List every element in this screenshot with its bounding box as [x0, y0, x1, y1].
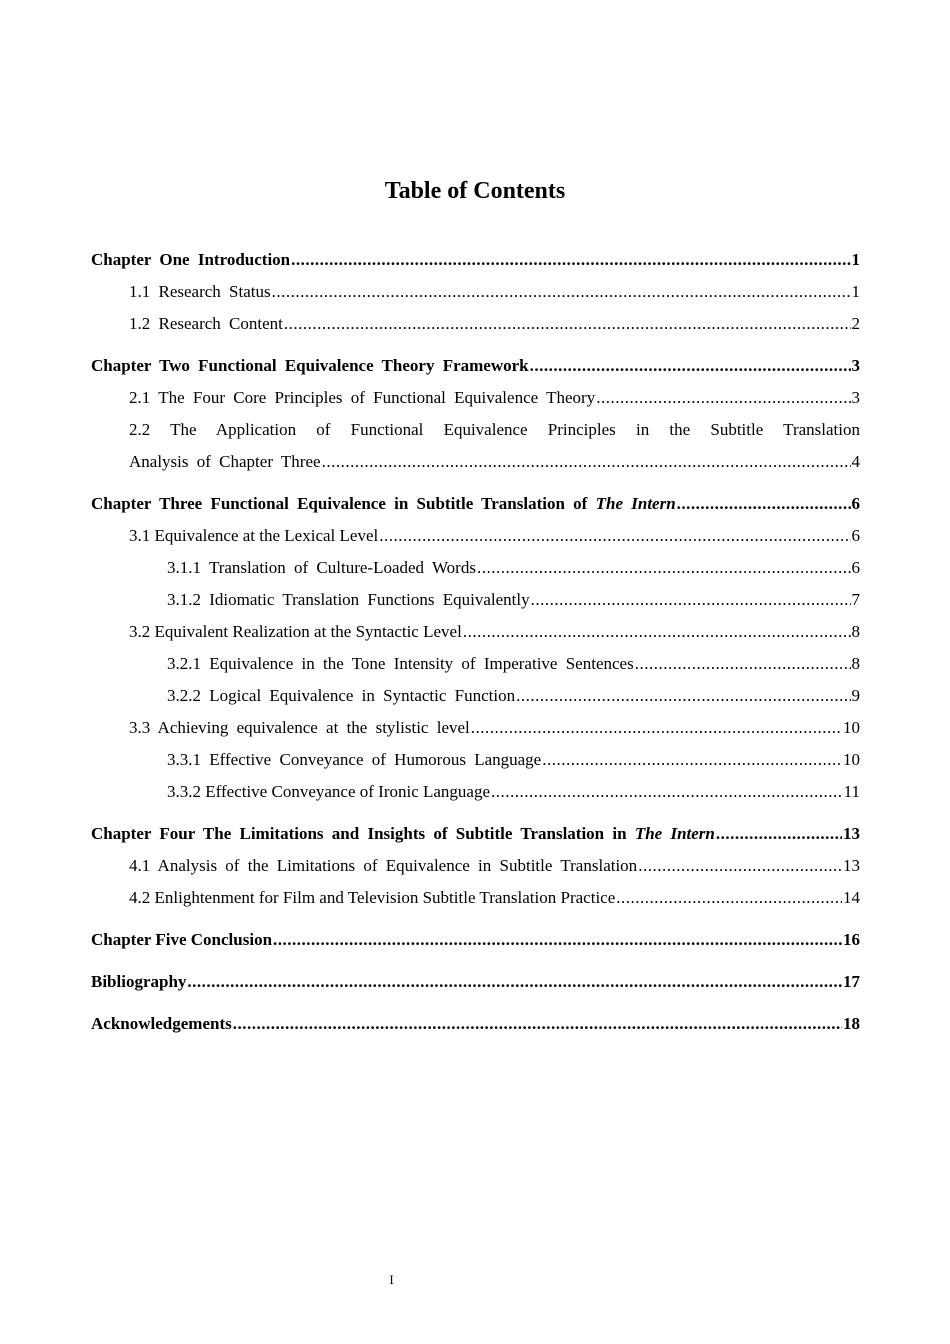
dot-leader — [273, 924, 842, 956]
toc-section-3-1[interactable] — [91, 520, 860, 552]
toc-entry-label: 3.3.1 Effective Conveyance of Humorous Language — [167, 750, 542, 769]
toc-chapter-one[interactable] — [91, 244, 860, 276]
toc-section-3-2[interactable] — [91, 616, 860, 648]
toc-page-number: 10 — [843, 750, 860, 769]
toc-section-2-2[interactable] — [91, 446, 860, 478]
dot-leader — [616, 882, 842, 914]
toc-entry-label: 1.2 Research Content — [129, 314, 283, 333]
toc-page-number: 4 — [851, 452, 860, 471]
toc-page-number: 13 — [843, 856, 860, 875]
toc-page-number: 6 — [851, 494, 860, 513]
toc-page-number: 1 — [851, 250, 860, 269]
toc-page-number: 13 — [843, 824, 860, 843]
toc-entry-label: 3.2 Equivalent Realization at the Syntactic Level — [129, 622, 462, 641]
dot-leader — [322, 446, 851, 478]
toc-page-number: 9 — [851, 686, 860, 705]
toc-page-number: 18 — [843, 1014, 860, 1033]
toc-entry-label — [91, 818, 715, 850]
toc-page-number: 6 — [851, 558, 860, 577]
dot-leader — [463, 616, 851, 648]
dot-leader — [477, 552, 851, 584]
toc-entry-label: 3.3.2 Effective Conveyance of Ironic Language — [167, 782, 491, 801]
toc-section-3-1-2[interactable] — [91, 584, 860, 616]
dot-leader — [272, 276, 851, 308]
dot-leader — [530, 350, 851, 382]
toc-entry-label: 3.2.2 Logical Equivalence in Syntactic Function — [167, 686, 516, 705]
toc-entry-label: 3.1.2 Idiomatic Translation Functions Equivalently — [167, 590, 530, 609]
toc-entry-text: Chapter Four The Limitations and Insights of Subtitle Translation in — [91, 824, 635, 843]
dot-leader — [716, 818, 842, 850]
toc-entry-label: 3.1 Equivalence at the Lexical Level — [129, 526, 379, 545]
toc-section-2-2-line1[interactable]: 2.2 The Application of Functional Equivalence Principles in the Subtitle Translation — [129, 420, 860, 439]
toc-page-number: 11 — [843, 782, 860, 801]
toc-section-2-1[interactable] — [91, 382, 860, 414]
toc-entry-text: Chapter Three Functional Equivalence in Subtitle Translation of — [91, 494, 596, 513]
dot-leader — [596, 382, 850, 414]
toc-entry-label: Chapter Two Functional Equivalence Theory Framework — [91, 356, 529, 375]
toc-entry-label: 3.1.1 Translation of Culture-Loaded Words — [167, 558, 476, 577]
toc-page-number: 1 — [851, 282, 860, 301]
toc-entry-label: 4.1 Analysis of the Limitations of Equivalence in Subtitle Translation — [129, 856, 638, 875]
dot-leader — [291, 244, 850, 276]
toc-entry-label: 2.1 The Four Core Principles of Functional Equivalence Theory — [129, 388, 596, 407]
toc-entry-label: 1.1 Research Status — [129, 282, 271, 301]
dot-leader — [531, 584, 851, 616]
toc-section-3-2-2[interactable] — [91, 680, 860, 712]
toc-page-number: 14 — [843, 888, 860, 907]
toc-page-number: 7 — [851, 590, 860, 609]
toc-page-number: 10 — [843, 718, 860, 737]
toc-entry-label: Chapter Five Conclusion — [91, 930, 273, 949]
toc-entry-label: 4.2 Enlightenment for Film and Television Subtitle Translation Practice — [129, 888, 616, 907]
toc-section-3-2-1[interactable] — [91, 648, 860, 680]
film-title: The Intern — [595, 494, 676, 513]
toc-page-number: 17 — [843, 972, 860, 991]
toc-entry-label: Chapter One Introduction — [91, 250, 291, 269]
dot-leader — [284, 308, 851, 340]
toc-section-1-2[interactable] — [91, 308, 860, 340]
dot-leader — [471, 712, 842, 744]
dot-leader — [542, 744, 842, 776]
toc-entry-label: 3.3 Achieving equivalence at the stylistic level — [129, 718, 470, 737]
table-of-contents — [91, 244, 860, 1040]
toc-page-number: 16 — [843, 930, 860, 949]
dot-leader — [635, 648, 851, 680]
dot-leader — [187, 966, 842, 998]
toc-page-number: 8 — [851, 622, 860, 641]
toc-bibliography[interactable] — [91, 966, 860, 998]
toc-page-number: 3 — [851, 356, 860, 375]
toc-chapter-five[interactable] — [91, 924, 860, 956]
toc-section-4-2[interactable] — [91, 882, 860, 914]
toc-chapter-four[interactable] — [91, 818, 860, 850]
toc-entry-label: 3.2.1 Equivalence in the Tone Intensity of Imperative Sentences — [167, 654, 634, 673]
dot-leader — [677, 488, 851, 520]
toc-page-number: 6 — [851, 526, 860, 545]
dot-leader — [379, 520, 850, 552]
dot-leader — [233, 1008, 842, 1040]
page-title: Table of Contents — [384, 178, 566, 204]
toc-section-4-1[interactable] — [91, 850, 860, 882]
page-number-footer: I — [389, 1272, 394, 1287]
toc-section-3-1-1[interactable] — [91, 552, 860, 584]
toc-section-3-3[interactable] — [91, 712, 860, 744]
toc-chapter-two[interactable] — [91, 350, 860, 382]
toc-section-1-1[interactable] — [91, 276, 860, 308]
film-title: The Intern — [634, 824, 715, 843]
toc-entry-label — [91, 488, 676, 520]
toc-page-number: 8 — [851, 654, 860, 673]
toc-acknowledgements[interactable] — [91, 1008, 860, 1040]
dot-leader — [491, 776, 843, 808]
toc-entry-label: Analysis of Chapter Three — [129, 452, 321, 471]
dot-leader — [516, 680, 850, 712]
toc-entry-label: Acknowledgements — [91, 1014, 232, 1033]
toc-chapter-three[interactable] — [91, 488, 860, 520]
toc-section-3-3-2[interactable] — [91, 776, 860, 808]
dot-leader — [638, 850, 842, 882]
toc-entry-label: Bibliography — [91, 972, 187, 991]
toc-section-3-3-1[interactable] — [91, 744, 860, 776]
toc-page-number: 3 — [851, 388, 860, 407]
toc-page-number: 2 — [851, 314, 860, 333]
